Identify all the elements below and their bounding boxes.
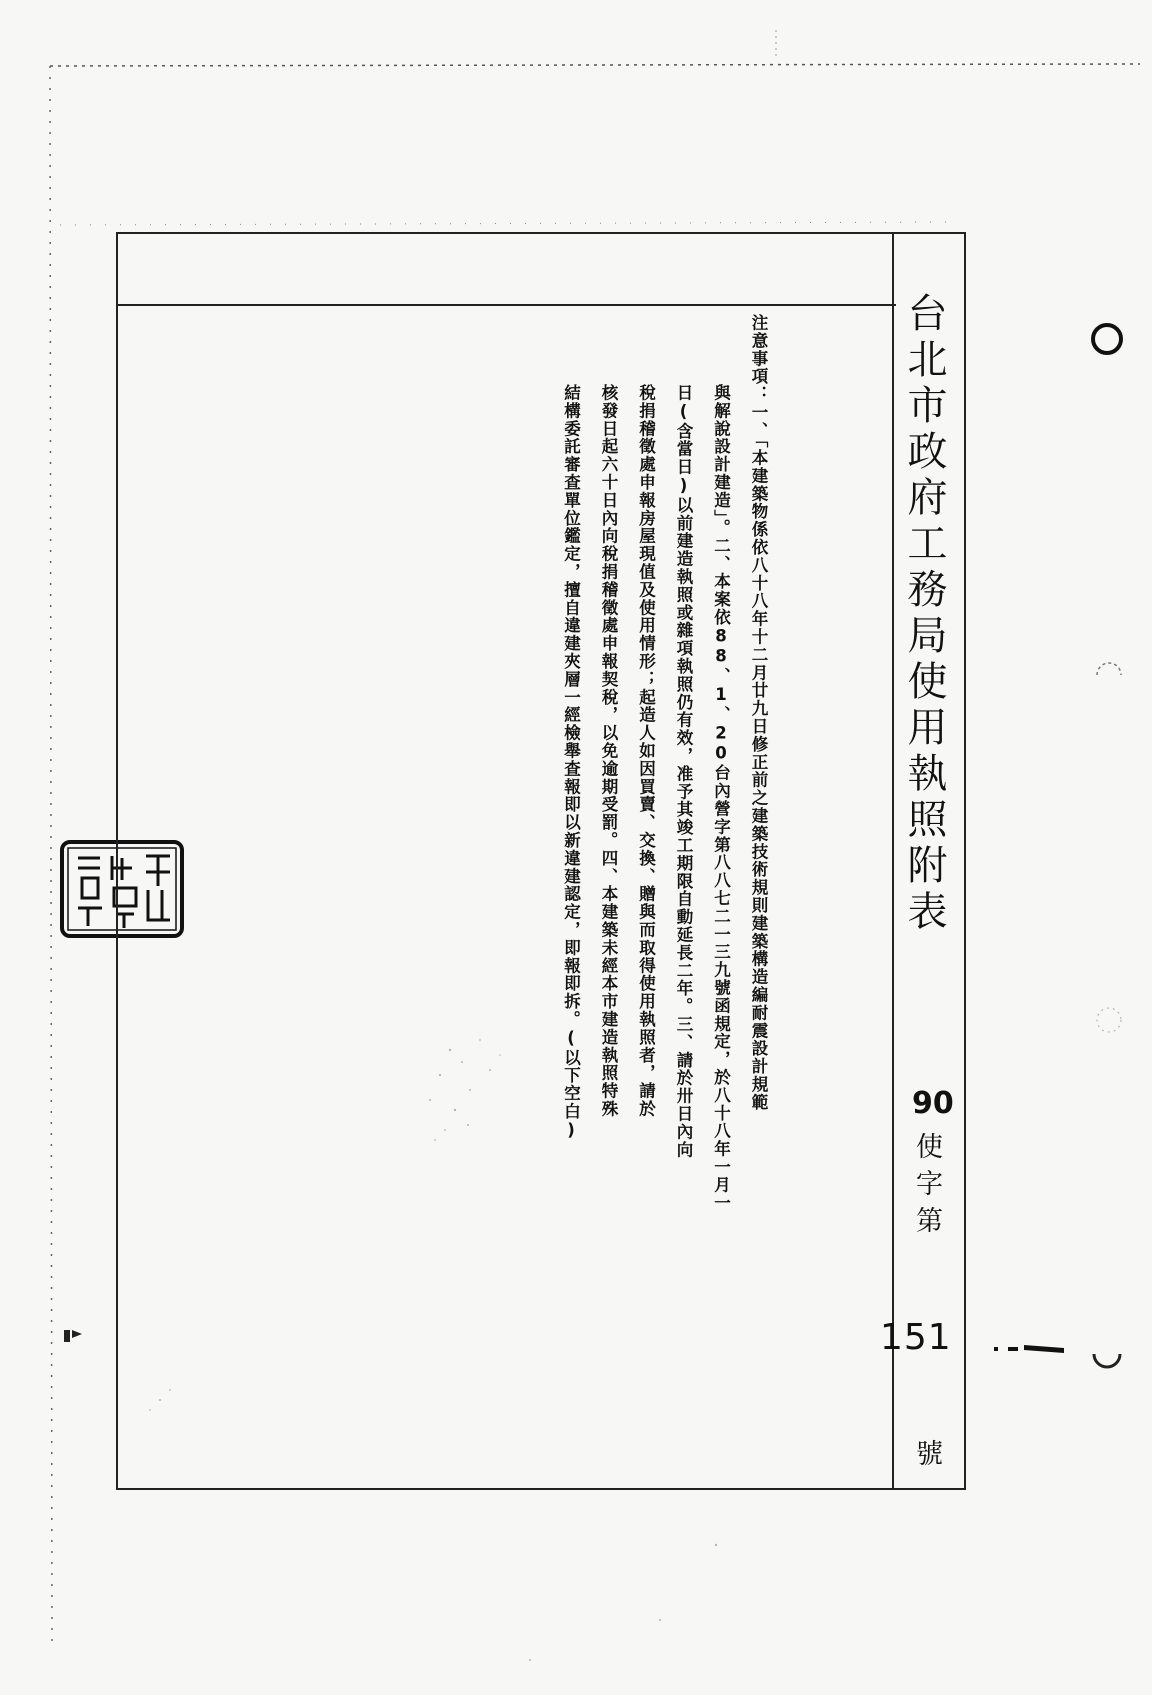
permit-suffix: 號 <box>916 1439 943 1470</box>
permit-year: 90 <box>912 1086 954 1121</box>
document-title: 台北市政府工務局使用執照附表 <box>901 292 947 936</box>
title-column <box>880 234 964 1488</box>
binder-hole-icon <box>1090 322 1124 356</box>
header-strip <box>118 234 896 306</box>
notes-line: 結構委託審查單位鑑定，擅自違建夾層一經檢舉查報即以新違建認定，即報即拆。(以下空白) <box>561 384 581 1141</box>
binder-hole-icon <box>1092 658 1126 692</box>
notes-line: 與解說設計建造」。二、本案依88、1、20台內營字第八八七二一三九號函規定，於八十八年一月一 <box>711 384 731 1212</box>
notes-section <box>552 314 777 1394</box>
binder-hole-icon <box>1092 1003 1126 1037</box>
permit-prefix: 使字第 <box>911 1132 942 1243</box>
document-frame <box>116 232 966 1490</box>
notes-line: 注意事項：一、「本建築物係依八十八年十二月廿九日修正前之建築技術規則建築構造編耐震設計規範 <box>749 314 768 1112</box>
notes-line: 稅捐稽徵處申報房屋現值及使用情形；起造人如因買賣、交換、贈與而取得使用執照者，請於 <box>636 384 656 1118</box>
serial-mark-icon <box>994 1344 1066 1354</box>
notes-line: 核發日起六十日內向稅捐稽徵處申報契稅，以免逾期受罰。四、本建築未經本市建造執照特殊 <box>599 384 618 1118</box>
notes-line: 日(含當日)以前建造執照或雜項執照仍有效，准予其竣工期限自動延長二年。三、請於卅日內向 <box>674 384 693 1159</box>
permit-number: 151 <box>880 1317 952 1358</box>
binder-hole-icon <box>1090 1340 1124 1374</box>
